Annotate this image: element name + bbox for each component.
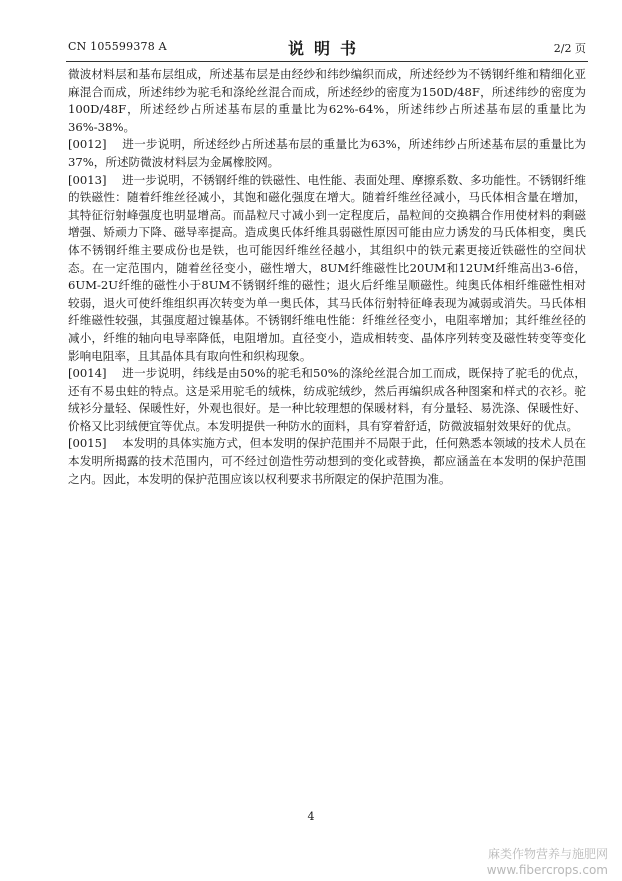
watermark-site-name: 麻类作物营养与施肥网 bbox=[487, 847, 608, 861]
paragraph-continued bbox=[68, 66, 586, 136]
publication-number: CN 105599378 A bbox=[68, 40, 167, 53]
page-number: 4 bbox=[307, 810, 315, 823]
document-title: 说明书 bbox=[287, 39, 366, 58]
paragraph-0012 bbox=[68, 136, 586, 171]
paragraph-text: 进一步说明，所述经纱占所述基布层的重量比为63%，所述纬纱占所述基布层的重量比为37%，所述防微波材料层为金属橡胶网。 bbox=[68, 137, 586, 169]
watermark-site-url: www.fibercrops.com bbox=[486, 863, 608, 877]
paragraph-number: [0014] bbox=[68, 366, 107, 381]
paragraph-number: [0013] bbox=[68, 172, 107, 187]
paragraph-number: [0015] bbox=[68, 436, 107, 451]
paragraph-number: [0012] bbox=[68, 137, 107, 152]
paragraph-text: 进一步说明，不锈钢纤维的铁磁性、电性能、表面处理、摩擦系数、多功能性。不锈钢纤维的铁磁性：随着纤维丝径减小，其饱和磁化强度在增大。随着纤维丝径减小，马氏体相含量在增加，其特征衍射峰强度也明显增高。而晶粒尺寸减小到一定程度后，晶粒间的交换耦合作用使材料的剩磁增强、矫顽力下降、磁导率提高。造成奥氏体纤维具弱磁性原因可能由应力诱发的马氏体相变，奥氏体不锈钢纤维主要成份也是铁，也可能因纤维丝径越小，其组织中的铁元素更接近铁磁性的空间状态。在一定范围内，随着丝径变小，磁性增大，8UM纤维磁性比20UM和12UM纤维高出3-6倍，6UM-2U纤维的磁性小于8UM不锈钢纤维的磁性；退火后纤维呈顺磁性。纯奥氏体相纤维磁性相对较弱，退火可使纤维组织再次转变为单一奥氏体，其马氏体衍射特征峰表现为减弱或消失。马氏体相纤维磁性较强，其强度超过镍基体。不锈钢纤维电性能：纤维丝径变小，电阻率增加；其纤维丝径的减小，纤维的轴向电导率降低，电阻增加。直径变小，造成相转变、晶体序列转变及磁性转变等变化影响电阻率，且其晶体具有取向性和织构现象。 bbox=[68, 172, 586, 363]
paragraph-0015 bbox=[68, 435, 586, 488]
paragraph-text: 本发明的具体实施方式，但本发明的保护范围并不局限于此，任何熟悉本领域的技术人员在本发明所揭露的技术范围内，可不经过创造性劳动想到的变化或替换，都应涵盖在本发明的保护范围之内。因此，本发明的保护范围应该以权利要求书所限定的保护范围为准。 bbox=[68, 436, 586, 486]
page-info: 2/2 页 bbox=[553, 42, 586, 55]
paragraph-0013 bbox=[68, 172, 586, 366]
site-watermark bbox=[487, 846, 608, 878]
paragraph-text: 微波材料层和基布层组成，所述基布层是由经纱和纬纱编织而成，所述经纱为不锈钢纤维和精细化亚麻混合而成，所述纬纱为驼毛和涤纶丝混合而成，所述经纱的密度为150D/48F，所述纬纱的密度为100D/48F，所述经纱占所述基布层的重量比为62%-64%，所述纬纱占所述基布层的重量比为36%-38%。 bbox=[68, 67, 586, 134]
header-rule bbox=[66, 61, 588, 62]
page-header bbox=[68, 36, 586, 58]
paragraph-0014 bbox=[68, 365, 586, 435]
document-body bbox=[68, 66, 586, 488]
paragraph-text: 进一步说明，纬线是由50%的驼毛和50%的涤纶丝混合加工而成，既保持了驼毛的优点，还有不易虫蛀的特点。这是采用驼毛的绒株，纺成驼绒纱，然后再编织成各种图案和样式的衣衫。驼绒衫分量轻、保暖性好，外观也很好。是一种比较理想的保暖材料，有分量轻、易洗涤、保暖性好、价格又比羽绒便宜等优点。本发明提供一种防水的面料，具有穿着舒适，防微波辐射效果好的优点。 bbox=[68, 366, 586, 433]
